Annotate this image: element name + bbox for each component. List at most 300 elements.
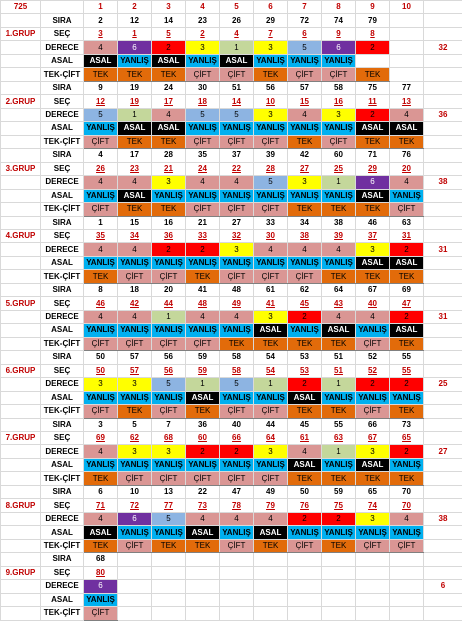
cell-empty[interactable] bbox=[424, 229, 462, 242]
sec-cell[interactable]: 57 bbox=[118, 364, 152, 377]
tekcift-cell[interactable]: ÇİFT bbox=[322, 135, 356, 148]
sira-cell[interactable]: 57 bbox=[288, 81, 322, 94]
sira-cell[interactable]: 37 bbox=[220, 149, 254, 162]
cell-empty[interactable] bbox=[1, 81, 41, 94]
derece-cell[interactable]: 4 bbox=[322, 243, 356, 256]
sec-cell[interactable]: 10 bbox=[254, 95, 288, 108]
cell-empty[interactable] bbox=[424, 553, 462, 566]
asal-cell[interactable]: YANLIŞ bbox=[152, 458, 186, 471]
sec-cell[interactable]: 79 bbox=[254, 499, 288, 512]
sira-cell[interactable]: 35 bbox=[186, 149, 220, 162]
asal-cell[interactable]: YANLIŞ bbox=[322, 458, 356, 471]
tekcift-cell[interactable]: ÇİFT bbox=[254, 270, 288, 283]
sira-cell[interactable]: 42 bbox=[288, 149, 322, 162]
cell-empty[interactable] bbox=[220, 607, 254, 620]
cell-empty[interactable] bbox=[1, 405, 41, 418]
cell-empty[interactable] bbox=[1, 418, 41, 431]
tekcift-cell[interactable]: ÇİFT bbox=[186, 337, 220, 350]
asal-cell[interactable]: YANLIŞ bbox=[84, 189, 118, 202]
cell-empty[interactable] bbox=[390, 54, 424, 67]
sec-cell[interactable]: 77 bbox=[152, 499, 186, 512]
cell-empty[interactable] bbox=[254, 580, 288, 593]
sira-cell[interactable]: 52 bbox=[356, 351, 390, 364]
cell-empty[interactable] bbox=[424, 270, 462, 283]
tekcift-cell[interactable]: TEK bbox=[288, 135, 322, 148]
row-label[interactable]: DERECE bbox=[41, 445, 84, 458]
cell-empty[interactable] bbox=[424, 283, 462, 296]
cell-empty[interactable] bbox=[424, 418, 462, 431]
derece-cell[interactable]: 3 bbox=[356, 512, 390, 525]
asal-cell[interactable]: YANLIŞ bbox=[288, 122, 322, 135]
tekcift-cell[interactable]: TEK bbox=[356, 203, 390, 216]
asal-cell[interactable]: YANLIŞ bbox=[118, 324, 152, 337]
tekcift-cell[interactable]: ÇİFT bbox=[220, 472, 254, 485]
tekcift-cell[interactable]: ÇİFT bbox=[356, 337, 390, 350]
sira-cell[interactable]: 56 bbox=[254, 81, 288, 94]
sec-cell[interactable]: 58 bbox=[220, 364, 254, 377]
asal-cell[interactable]: YANLIŞ bbox=[118, 391, 152, 404]
tekcift-cell[interactable]: ÇİFT bbox=[356, 539, 390, 552]
derece-cell[interactable]: 1 bbox=[254, 378, 288, 391]
asal-cell[interactable]: YANLIŞ bbox=[84, 324, 118, 337]
derece-cell[interactable]: 4 bbox=[220, 310, 254, 323]
row-label[interactable]: TEK-ÇİFT bbox=[41, 135, 84, 148]
asal-cell[interactable]: YANLIŞ bbox=[220, 122, 254, 135]
tekcift-cell[interactable]: TEK bbox=[254, 68, 288, 81]
row-label[interactable]: SIRA bbox=[41, 283, 84, 296]
sec-cell[interactable]: 37 bbox=[356, 229, 390, 242]
cell-empty[interactable] bbox=[356, 593, 390, 606]
sec-cell[interactable]: 63 bbox=[322, 432, 356, 445]
tekcift-cell[interactable]: ÇİFT bbox=[254, 135, 288, 148]
sec-cell[interactable]: 60 bbox=[186, 432, 220, 445]
tekcift-cell[interactable]: TEK bbox=[118, 68, 152, 81]
sec-cell[interactable]: 39 bbox=[322, 229, 356, 242]
sec-cell[interactable]: 68 bbox=[152, 432, 186, 445]
tekcift-cell[interactable]: TEK bbox=[152, 68, 186, 81]
cell-empty[interactable] bbox=[390, 14, 424, 27]
sec-cell[interactable]: 21 bbox=[152, 162, 186, 175]
sira-cell[interactable]: 18 bbox=[118, 283, 152, 296]
asal-cell[interactable]: YANLIŞ bbox=[186, 458, 220, 471]
derece-cell[interactable]: 4 bbox=[118, 176, 152, 189]
cell-empty[interactable] bbox=[390, 593, 424, 606]
derece-cell[interactable]: 3 bbox=[254, 41, 288, 54]
derece-cell[interactable]: 4 bbox=[322, 310, 356, 323]
sira-cell[interactable]: 12 bbox=[118, 14, 152, 27]
cell-empty[interactable] bbox=[424, 324, 462, 337]
sira-cell[interactable]: 21 bbox=[186, 216, 220, 229]
cell-empty[interactable] bbox=[1, 310, 41, 323]
sira-cell[interactable]: 72 bbox=[288, 14, 322, 27]
derece-cell[interactable]: 3 bbox=[254, 108, 288, 121]
tekcift-cell[interactable]: TEK bbox=[254, 539, 288, 552]
derece-cell[interactable]: 6 bbox=[84, 580, 118, 593]
row-label[interactable]: SEÇ bbox=[41, 297, 84, 310]
cell-empty[interactable] bbox=[1, 553, 41, 566]
sec-cell[interactable]: 9 bbox=[322, 27, 356, 40]
tekcift-cell[interactable]: ÇİFT bbox=[84, 135, 118, 148]
sira-cell[interactable]: 26 bbox=[220, 14, 254, 27]
derece-cell[interactable]: 2 bbox=[356, 108, 390, 121]
derece-cell[interactable]: 4 bbox=[152, 108, 186, 121]
derece-cell[interactable]: 2 bbox=[390, 378, 424, 391]
row-label[interactable]: SIRA bbox=[41, 418, 84, 431]
tekcift-cell[interactable]: TEK bbox=[152, 539, 186, 552]
sec-cell[interactable]: 24 bbox=[186, 162, 220, 175]
sec-cell[interactable]: 11 bbox=[356, 95, 390, 108]
cell-empty[interactable] bbox=[356, 566, 390, 579]
sira-cell[interactable]: 8 bbox=[84, 283, 118, 296]
derece-cell[interactable]: 4 bbox=[390, 176, 424, 189]
derece-cell[interactable]: 1 bbox=[152, 310, 186, 323]
asal-cell[interactable]: YANLIŞ bbox=[118, 54, 152, 67]
tekcift-cell[interactable]: TEK bbox=[322, 539, 356, 552]
asal-cell[interactable]: ASAL bbox=[186, 391, 220, 404]
cell-empty[interactable] bbox=[424, 95, 462, 108]
row-label[interactable]: ASAL bbox=[41, 189, 84, 202]
cell-empty[interactable] bbox=[424, 607, 462, 620]
tekcift-cell[interactable]: ÇİFT bbox=[84, 203, 118, 216]
cell-empty[interactable] bbox=[1, 512, 41, 525]
derece-cell[interactable]: 3 bbox=[152, 445, 186, 458]
sira-cell[interactable]: 45 bbox=[288, 418, 322, 431]
asal-cell[interactable]: ASAL bbox=[288, 458, 322, 471]
row-label[interactable]: DERECE bbox=[41, 176, 84, 189]
tekcift-cell[interactable]: ÇİFT bbox=[390, 203, 424, 216]
tekcift-cell[interactable]: TEK bbox=[152, 203, 186, 216]
row-label[interactable]: ASAL bbox=[41, 122, 84, 135]
sira-cell[interactable]: 51 bbox=[220, 81, 254, 94]
row-label[interactable]: ASAL bbox=[41, 324, 84, 337]
sira-cell[interactable]: 69 bbox=[390, 283, 424, 296]
cell-empty[interactable] bbox=[1, 256, 41, 269]
tekcift-cell[interactable]: TEK bbox=[186, 270, 220, 283]
group-label[interactable]: 7.GRUP bbox=[1, 432, 41, 445]
tekcift-cell[interactable]: TEK bbox=[254, 337, 288, 350]
cell-empty[interactable] bbox=[118, 566, 152, 579]
cell-empty[interactable] bbox=[1, 458, 41, 471]
cell-empty[interactable] bbox=[424, 162, 462, 175]
asal-cell[interactable]: YANLIŞ bbox=[390, 458, 424, 471]
derece-cell[interactable]: 2 bbox=[356, 41, 390, 54]
cell-empty[interactable] bbox=[186, 580, 220, 593]
group-label[interactable]: 6.GRUP bbox=[1, 364, 41, 377]
derece-cell[interactable]: 2 bbox=[152, 243, 186, 256]
sec-cell[interactable]: 5 bbox=[152, 27, 186, 40]
tekcift-cell[interactable]: ÇİFT bbox=[118, 539, 152, 552]
cell-empty[interactable] bbox=[288, 580, 322, 593]
cell-empty[interactable] bbox=[424, 472, 462, 485]
tekcift-cell[interactable]: ÇİFT bbox=[254, 203, 288, 216]
sira-cell[interactable]: 24 bbox=[152, 81, 186, 94]
asal-cell[interactable]: YANLIŞ bbox=[152, 324, 186, 337]
sec-cell[interactable]: 15 bbox=[288, 95, 322, 108]
derece-cell[interactable]: 3 bbox=[84, 378, 118, 391]
sec-cell[interactable]: 70 bbox=[390, 499, 424, 512]
cell-empty[interactable] bbox=[322, 593, 356, 606]
asal-cell[interactable]: YANLIŞ bbox=[288, 256, 322, 269]
derece-cell[interactable]: 4 bbox=[288, 243, 322, 256]
tekcift-cell[interactable]: ÇİFT bbox=[186, 135, 220, 148]
sec-cell[interactable]: 26 bbox=[84, 162, 118, 175]
sira-cell[interactable]: 63 bbox=[390, 216, 424, 229]
cell-empty[interactable] bbox=[390, 27, 424, 40]
asal-cell[interactable]: YANLIŞ bbox=[186, 189, 220, 202]
cell-empty[interactable] bbox=[254, 593, 288, 606]
tekcift-cell[interactable]: TEK bbox=[288, 405, 322, 418]
cell-empty[interactable] bbox=[424, 256, 462, 269]
tekcift-cell[interactable]: TEK bbox=[322, 203, 356, 216]
tekcift-cell[interactable]: TEK bbox=[288, 203, 322, 216]
tekcift-cell[interactable]: TEK bbox=[186, 405, 220, 418]
sira-cell[interactable]: 41 bbox=[186, 283, 220, 296]
tekcift-cell[interactable]: ÇİFT bbox=[390, 539, 424, 552]
cell-empty[interactable] bbox=[254, 607, 288, 620]
asal-cell[interactable]: YANLIŞ bbox=[152, 256, 186, 269]
cell-empty[interactable] bbox=[1, 135, 41, 148]
row-label[interactable]: TEK-ÇİFT bbox=[41, 337, 84, 350]
cell-empty[interactable] bbox=[186, 593, 220, 606]
sec-cell[interactable]: 7 bbox=[254, 27, 288, 40]
sira-cell[interactable]: 46 bbox=[356, 216, 390, 229]
derece-cell[interactable]: 3 bbox=[254, 310, 288, 323]
derece-cell[interactable]: 3 bbox=[356, 243, 390, 256]
asal-cell[interactable]: YANLIŞ bbox=[152, 391, 186, 404]
group-total[interactable]: 38 bbox=[424, 512, 462, 525]
sira-cell[interactable]: 44 bbox=[254, 418, 288, 431]
tekcift-cell[interactable]: ÇİFT bbox=[152, 405, 186, 418]
row-label[interactable]: TEK-ÇİFT bbox=[41, 405, 84, 418]
column-header[interactable]: 6 bbox=[254, 1, 288, 14]
sira-cell[interactable]: 7 bbox=[152, 418, 186, 431]
cell-empty[interactable] bbox=[1, 41, 41, 54]
cell-empty[interactable] bbox=[152, 593, 186, 606]
asal-cell[interactable]: YANLIŞ bbox=[288, 324, 322, 337]
derece-cell[interactable]: 4 bbox=[84, 176, 118, 189]
tekcift-cell[interactable]: TEK bbox=[84, 472, 118, 485]
group-label[interactable]: 5.GRUP bbox=[1, 297, 41, 310]
sec-cell[interactable]: 72 bbox=[118, 499, 152, 512]
cell-empty[interactable] bbox=[424, 539, 462, 552]
cell-empty[interactable] bbox=[1, 203, 41, 216]
row-label[interactable]: SEÇ bbox=[41, 27, 84, 40]
derece-cell[interactable]: 2 bbox=[186, 445, 220, 458]
sira-cell[interactable]: 55 bbox=[390, 351, 424, 364]
asal-cell[interactable]: YANLIŞ bbox=[322, 391, 356, 404]
tekcift-cell[interactable]: ÇİFT bbox=[220, 270, 254, 283]
sec-cell[interactable]: 23 bbox=[118, 162, 152, 175]
sec-cell[interactable]: 18 bbox=[186, 95, 220, 108]
tekcift-cell[interactable]: ÇİFT bbox=[118, 270, 152, 283]
cell-empty[interactable] bbox=[186, 553, 220, 566]
row-label[interactable]: SEÇ bbox=[41, 162, 84, 175]
row-label[interactable]: ASAL bbox=[41, 256, 84, 269]
derece-cell[interactable]: 4 bbox=[254, 512, 288, 525]
cell-empty[interactable] bbox=[424, 68, 462, 81]
tekcift-cell[interactable]: TEK bbox=[220, 337, 254, 350]
sira-cell[interactable]: 61 bbox=[254, 283, 288, 296]
tekcift-cell[interactable]: ÇİFT bbox=[152, 337, 186, 350]
asal-cell[interactable]: YANLIŞ bbox=[186, 54, 220, 67]
derece-cell[interactable]: 4 bbox=[288, 445, 322, 458]
derece-cell[interactable]: 3 bbox=[186, 41, 220, 54]
tekcift-cell[interactable]: ÇİFT bbox=[220, 405, 254, 418]
derece-cell[interactable]: 5 bbox=[186, 108, 220, 121]
tekcift-cell[interactable]: TEK bbox=[390, 472, 424, 485]
cell-empty[interactable] bbox=[288, 593, 322, 606]
column-header[interactable]: 8 bbox=[322, 1, 356, 14]
asal-cell[interactable]: YANLIŞ bbox=[254, 391, 288, 404]
asal-cell[interactable]: ASAL bbox=[322, 324, 356, 337]
group-total[interactable]: 6 bbox=[424, 580, 462, 593]
sec-cell[interactable]: 1 bbox=[118, 27, 152, 40]
derece-cell[interactable]: 5 bbox=[152, 512, 186, 525]
column-header[interactable]: 3 bbox=[152, 1, 186, 14]
derece-cell[interactable]: 3 bbox=[356, 445, 390, 458]
sec-cell[interactable]: 35 bbox=[84, 229, 118, 242]
row-label[interactable]: SIRA bbox=[41, 14, 84, 27]
asal-cell[interactable]: ASAL bbox=[118, 189, 152, 202]
derece-cell[interactable]: 5 bbox=[220, 108, 254, 121]
sec-cell[interactable]: 74 bbox=[356, 499, 390, 512]
tekcift-cell[interactable]: TEK bbox=[186, 539, 220, 552]
derece-cell[interactable]: 4 bbox=[390, 108, 424, 121]
sira-cell[interactable]: 59 bbox=[322, 485, 356, 498]
sec-cell[interactable]: 47 bbox=[390, 297, 424, 310]
derece-cell[interactable]: 2 bbox=[288, 512, 322, 525]
tekcift-cell[interactable]: TEK bbox=[322, 405, 356, 418]
tekcift-cell[interactable]: TEK bbox=[288, 337, 322, 350]
cell-empty[interactable] bbox=[424, 203, 462, 216]
cell-empty[interactable] bbox=[390, 41, 424, 54]
cell-empty[interactable] bbox=[424, 1, 462, 14]
sira-cell[interactable]: 68 bbox=[84, 553, 118, 566]
sec-cell[interactable]: 13 bbox=[390, 95, 424, 108]
tekcift-cell[interactable]: ÇİFT bbox=[186, 203, 220, 216]
asal-cell[interactable]: ASAL bbox=[118, 122, 152, 135]
tekcift-cell[interactable]: ÇİFT bbox=[288, 68, 322, 81]
sira-cell[interactable]: 47 bbox=[220, 485, 254, 498]
asal-cell[interactable]: YANLIŞ bbox=[356, 526, 390, 539]
cell-empty[interactable] bbox=[1, 593, 41, 606]
sira-cell[interactable]: 58 bbox=[220, 351, 254, 364]
asal-cell[interactable]: ASAL bbox=[356, 189, 390, 202]
sira-cell[interactable]: 77 bbox=[390, 81, 424, 94]
cell-empty[interactable] bbox=[322, 607, 356, 620]
sec-cell[interactable]: 32 bbox=[220, 229, 254, 242]
sec-cell[interactable]: 36 bbox=[152, 229, 186, 242]
asal-cell[interactable]: YANLIŞ bbox=[186, 324, 220, 337]
derece-cell[interactable]: 4 bbox=[186, 176, 220, 189]
sira-cell[interactable]: 22 bbox=[186, 485, 220, 498]
derece-cell[interactable]: 4 bbox=[186, 512, 220, 525]
sec-cell[interactable]: 19 bbox=[118, 95, 152, 108]
derece-cell[interactable]: 2 bbox=[356, 378, 390, 391]
derece-cell[interactable]: 2 bbox=[220, 445, 254, 458]
cell-empty[interactable] bbox=[1, 324, 41, 337]
sec-cell[interactable]: 12 bbox=[84, 95, 118, 108]
cell-empty[interactable] bbox=[186, 607, 220, 620]
derece-cell[interactable]: 4 bbox=[118, 243, 152, 256]
sec-cell[interactable]: 75 bbox=[322, 499, 356, 512]
cell-empty[interactable] bbox=[288, 607, 322, 620]
sec-cell[interactable]: 22 bbox=[220, 162, 254, 175]
tekcift-cell[interactable]: TEK bbox=[356, 472, 390, 485]
sec-cell[interactable]: 20 bbox=[390, 162, 424, 175]
row-label[interactable]: SIRA bbox=[41, 485, 84, 498]
sec-cell[interactable]: 42 bbox=[118, 297, 152, 310]
sira-cell[interactable]: 14 bbox=[152, 14, 186, 27]
derece-cell[interactable]: 1 bbox=[322, 445, 356, 458]
sira-cell[interactable]: 50 bbox=[84, 351, 118, 364]
sira-cell[interactable]: 60 bbox=[322, 149, 356, 162]
sec-cell[interactable]: 30 bbox=[254, 229, 288, 242]
group-label[interactable]: 3.GRUP bbox=[1, 162, 41, 175]
sec-cell[interactable]: 14 bbox=[220, 95, 254, 108]
asal-cell[interactable]: YANLIŞ bbox=[390, 526, 424, 539]
derece-cell[interactable]: 5 bbox=[288, 41, 322, 54]
asal-cell[interactable]: ASAL bbox=[152, 54, 186, 67]
row-label[interactable]: SIRA bbox=[41, 149, 84, 162]
row-label[interactable]: SIRA bbox=[41, 351, 84, 364]
cell-empty[interactable] bbox=[424, 54, 462, 67]
cell-empty[interactable] bbox=[1, 337, 41, 350]
cell-empty[interactable] bbox=[356, 607, 390, 620]
group-label[interactable]: 4.GRUP bbox=[1, 229, 41, 242]
column-header[interactable]: 10 bbox=[390, 1, 424, 14]
derece-cell[interactable]: 5 bbox=[152, 378, 186, 391]
derece-cell[interactable]: 2 bbox=[288, 378, 322, 391]
sira-cell[interactable]: 16 bbox=[152, 216, 186, 229]
asal-cell[interactable]: YANLIŞ bbox=[152, 526, 186, 539]
cell-empty[interactable] bbox=[1, 216, 41, 229]
asal-cell[interactable]: YANLIŞ bbox=[186, 122, 220, 135]
cell-empty[interactable] bbox=[424, 189, 462, 202]
cell-empty[interactable] bbox=[1, 243, 41, 256]
asal-cell[interactable]: YANLIŞ bbox=[118, 458, 152, 471]
cell-empty[interactable] bbox=[356, 54, 390, 67]
sec-cell[interactable]: 28 bbox=[254, 162, 288, 175]
cell-empty[interactable] bbox=[424, 81, 462, 94]
asal-cell[interactable]: ASAL bbox=[220, 54, 254, 67]
derece-cell[interactable]: 6 bbox=[118, 512, 152, 525]
sec-cell[interactable]: 65 bbox=[390, 432, 424, 445]
cell-empty[interactable] bbox=[1, 580, 41, 593]
asal-cell[interactable]: ASAL bbox=[186, 526, 220, 539]
cell-empty[interactable] bbox=[118, 580, 152, 593]
sira-cell[interactable]: 6 bbox=[84, 485, 118, 498]
derece-cell[interactable]: 1 bbox=[118, 108, 152, 121]
asal-cell[interactable]: YANLIŞ bbox=[254, 458, 288, 471]
sec-cell[interactable]: 43 bbox=[322, 297, 356, 310]
asal-cell[interactable]: ASAL bbox=[390, 122, 424, 135]
sira-cell[interactable]: 29 bbox=[254, 14, 288, 27]
asal-cell[interactable]: YANLIŞ bbox=[322, 189, 356, 202]
cell-empty[interactable] bbox=[424, 122, 462, 135]
cell-empty[interactable] bbox=[1, 472, 41, 485]
sec-cell[interactable]: 53 bbox=[288, 364, 322, 377]
sira-cell[interactable]: 71 bbox=[356, 149, 390, 162]
sira-cell[interactable]: 73 bbox=[390, 418, 424, 431]
row-label[interactable]: SIRA bbox=[41, 216, 84, 229]
tekcift-cell[interactable]: TEK bbox=[322, 337, 356, 350]
row-label[interactable]: DERECE bbox=[41, 41, 84, 54]
sira-cell[interactable]: 13 bbox=[152, 485, 186, 498]
sira-cell[interactable]: 56 bbox=[152, 351, 186, 364]
sec-cell[interactable]: 40 bbox=[356, 297, 390, 310]
asal-cell[interactable]: YANLIŞ bbox=[390, 391, 424, 404]
